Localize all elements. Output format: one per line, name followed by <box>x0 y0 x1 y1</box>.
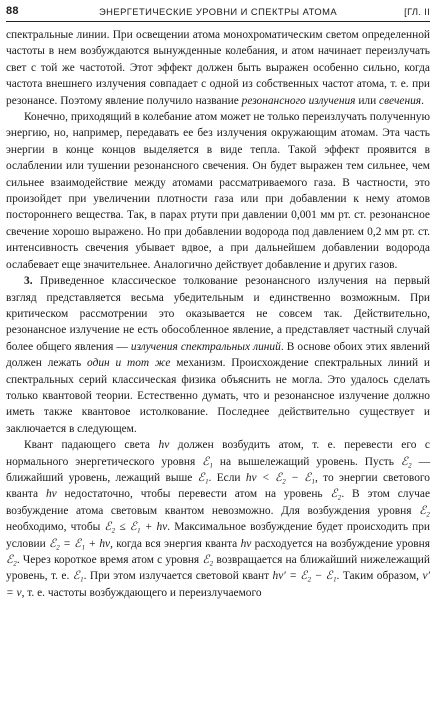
text-span: , т. е. частоты возбуждающего и переизлучаемого <box>21 586 262 599</box>
book-page <box>6 5 430 601</box>
text-span: недостаточно, чтобы перевести атом на уровень <box>56 488 331 501</box>
formula: ℰ₂ <box>330 488 342 501</box>
text-span: должен возбудить атом, т. е. перевести его с нормального энергетического уровня <box>6 439 430 468</box>
formula: ℰ₂ ≤ ℰ₁ + hν <box>104 521 168 534</box>
running-header <box>6 5 430 22</box>
text-span: на вышележащий уровень. Пусть <box>212 455 401 468</box>
text-span: , то энергии светового кванта <box>6 471 430 501</box>
text-span: , когда вся энергия кванта <box>110 537 241 550</box>
term-resonance-emission: резонансного излучения <box>241 94 356 107</box>
text-span: возвращается на ближайший нижележащий уровень, т. е. <box>6 554 430 583</box>
text-span: механизм. Происхождение спектральных линий и спектральных серий классическая физика объяснить не могла. Это удалось сделать только квантовой теории. Естественно думать, что и резонансное излучение должно иметь также квантовое истолкование. Последнее действительно существует и заключается в следующем. <box>6 357 430 435</box>
formula: ℰ₂ <box>6 554 17 566</box>
formula: ℰ₂ <box>400 455 412 468</box>
text-span: . В этом случае возбуждение атома световым квантом невозможно. Для возбуждения уровня <box>6 488 431 517</box>
formula: ℰ₁ <box>202 455 213 468</box>
text-span: — ближайший уровень, лежащий выше <box>6 455 430 484</box>
formula: ν′ = ν <box>6 570 430 599</box>
formula: ℰ₂ = ℰ₁ + hν <box>49 537 111 550</box>
running-title: ЭНЕРГЕТИЧЕСКИЕ УРОВНИ И СПЕКТРЫ АТОМА <box>98 6 338 17</box>
paragraph-section-3 <box>6 273 430 437</box>
formula: hν <box>158 439 170 452</box>
body-text <box>6 27 430 601</box>
section-number: 3. <box>24 275 33 288</box>
page-number: 88 <box>6 5 19 17</box>
text-span: спектральные линии. При освещении атома монохроматическим светом определенной частоты в нем возбуждаются вынужденные колебания, и атом начинает переизлучать свет с той же частотой. Этот эффект должен быть выражен особенно сильно, когда частота внешнего излучения совпадает с одной из собственных частот атома, т. е. при резонансе. Поэтому явление получило название <box>6 29 430 107</box>
formula: hν′ = ℰ₂ − ℰ₁ <box>272 570 337 583</box>
text-span: расходуется на возбуждение уровня <box>251 537 430 550</box>
text-span: Приведенное классическое толкование резонансного излучения на первый взгляд представляется весьма убедительным и единственно возможным. При критическом рассмотрении это оказывается не совсем так. Действительно, резонансное излучение не есть обособленное явление, а представляет частный случай более общего явления — <box>6 275 430 353</box>
formula: ℰ₂ <box>202 554 214 566</box>
text-span: или <box>355 94 380 107</box>
formula: hν <box>45 488 57 501</box>
paragraph-resonance-definition <box>6 27 430 109</box>
formula: ℰ₁ <box>72 570 84 583</box>
term-spectral-lines: излучения спектральных линий <box>130 340 281 353</box>
text-span: . Через короткое время атом с уровня <box>16 554 203 566</box>
formula: ℰ₁ <box>197 471 209 484</box>
text-span: . В основе обоих этих явлений должен лежать <box>6 340 430 370</box>
term-same-mechanism: один и тот же <box>87 357 171 370</box>
chapter-marker: [ГЛ. II <box>404 6 430 17</box>
text-span: . Если <box>208 471 246 484</box>
formula: ℰ₂ <box>419 504 430 517</box>
text-span: . Таким образом, <box>336 570 423 583</box>
formula: hν < ℰ₂ − ℰ₁ <box>245 471 315 484</box>
text-span: Квант падающего света <box>24 439 159 452</box>
paragraph-quenching: Конечно, приходящий в колебание атом может не только переизлучать полученную энергию, но, например, передавать ее без излучения окружающим атомам. Эта часть энергии в конце концов выделяется в виде тепла. Такой эффект проявится в ослаблении или тушении резонансного свечения. Он будет выражен тем сильнее, чем сильнее взаимодействие между атомами рассматриваемого газа. В частности, это произойдет при увеличении плотности газа или при добавлении к нему атомов постороннего вещества. Так, в парах ртути при давлении 0,001 мм рт. ст. резонансное свечение хорошо выражено. Но при добавлении водорода под давлением 0,2 мм рт. ст. интенсивность свечения убывает вдвое, а при дальнейшем добавлении водорода ослабевает еще значительнее. Аналогично действует добавление и других газов. <box>6 111 430 271</box>
text-span: . <box>421 94 424 107</box>
paragraph-quantum-explanation <box>6 437 430 601</box>
formula: hν <box>240 537 252 550</box>
text-span: . Максимальное возбуждение будет происходить при условии <box>6 521 431 550</box>
text-span: необходимо, чтобы <box>6 521 105 534</box>
term-glow: свечения <box>379 94 422 107</box>
text-span: . При этом излучается световой квант <box>83 570 273 583</box>
